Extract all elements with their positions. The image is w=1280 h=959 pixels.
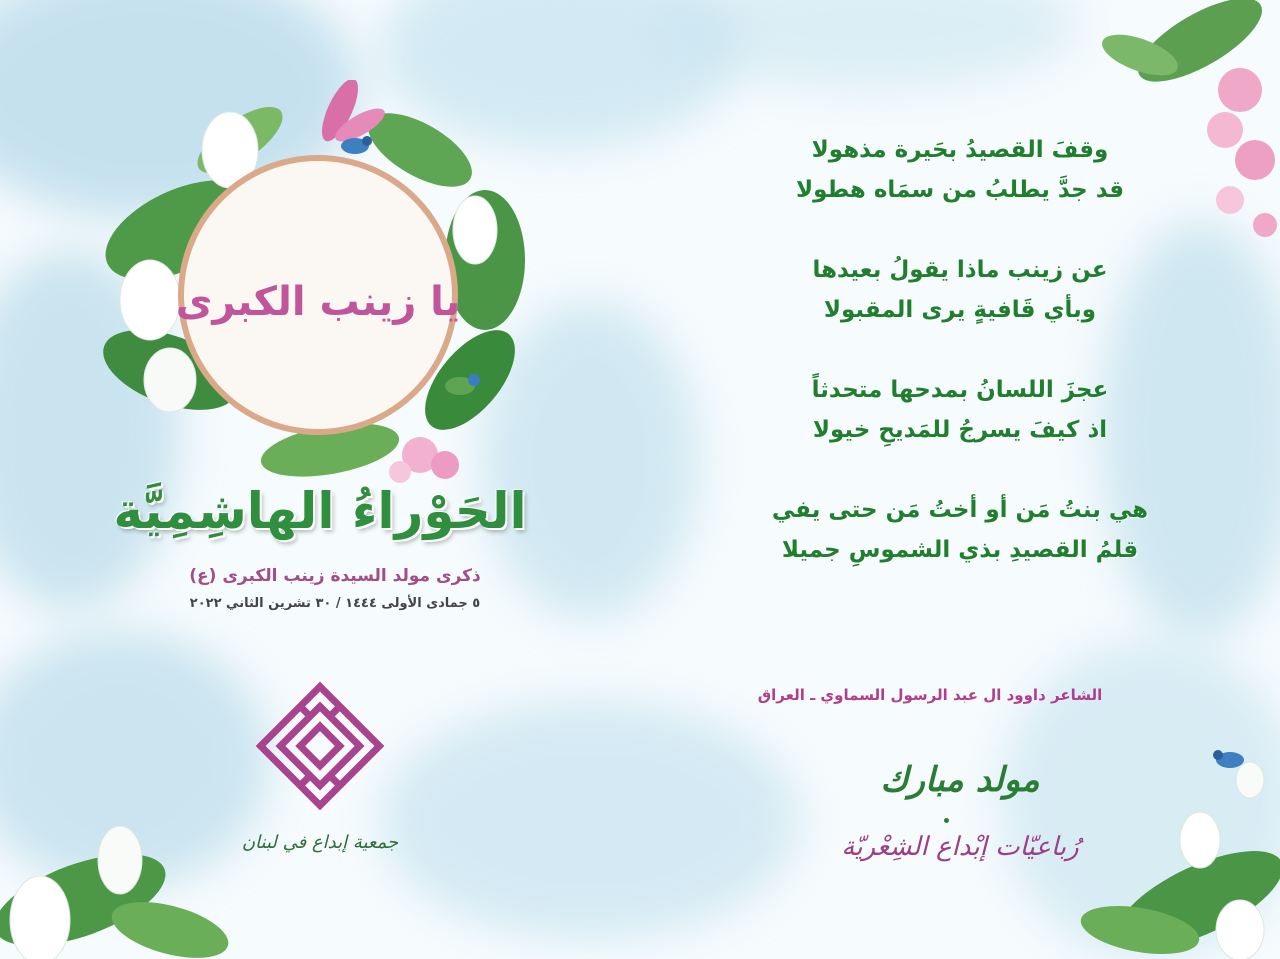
poem-line: اذ كيفَ يسرجُ للمَديحِ خيولا	[812, 417, 1108, 443]
medallion-calligraphy: يا زينب الكبرى	[175, 279, 461, 325]
poet-credit: الشاعر داوود ال عبد الرسول السماوي ـ العراق	[757, 686, 1103, 704]
calligraphy-dot	[944, 818, 949, 823]
date-line: ٥ جمادى الأولى ١٤٤٤ / ٣٠ تشرين الثاني ٢٠٢٢	[189, 596, 481, 611]
poem-line: قد جدَّ يطلبُ من سمَاه هطولا	[795, 177, 1125, 203]
group-signature: رُباعيّات إبْداع الشِعْريّة	[841, 832, 1079, 862]
kufic-logo	[250, 676, 390, 816]
poem-line: هي بنتُ مَن أو أختُ مَن حتى يفي	[771, 497, 1149, 523]
poem	[700, 130, 1220, 610]
poem-line: قلمُ القصيدِ بذي الشموسِ جميلا	[781, 537, 1139, 563]
poem-line: عن زينب ماذا يقولُ بعيدها	[812, 257, 1108, 283]
association-signature: جمعية إبداع في لبنان	[241, 832, 399, 853]
watercolor-wash	[380, 700, 800, 940]
bird-icon	[1213, 750, 1244, 768]
pink-flowers	[389, 437, 459, 483]
stanza	[700, 370, 1220, 450]
poem-line: وقفَ القصيدُ بحَيرة مذهولا	[811, 137, 1109, 163]
stanza	[700, 130, 1220, 210]
greeting-calligraphy: مولد مبارك	[880, 760, 1040, 800]
subtitle: ذكرى مولد السيدة زينب الكبرى (ع)	[189, 566, 481, 586]
poem-line: عجزَ اللسانُ بمدحها متحدثاً	[811, 377, 1109, 403]
stanza	[700, 490, 1220, 570]
corner-flowers	[0, 780, 230, 959]
main-title: الحَوْراءُ الهاشِمِيَّة	[113, 482, 527, 540]
stanza	[700, 250, 1220, 330]
floral-medallion	[90, 80, 530, 500]
poem-line: وبأي قَافيةٍ يرى المقبولا	[823, 297, 1097, 323]
corner-flowers	[1080, 730, 1280, 959]
